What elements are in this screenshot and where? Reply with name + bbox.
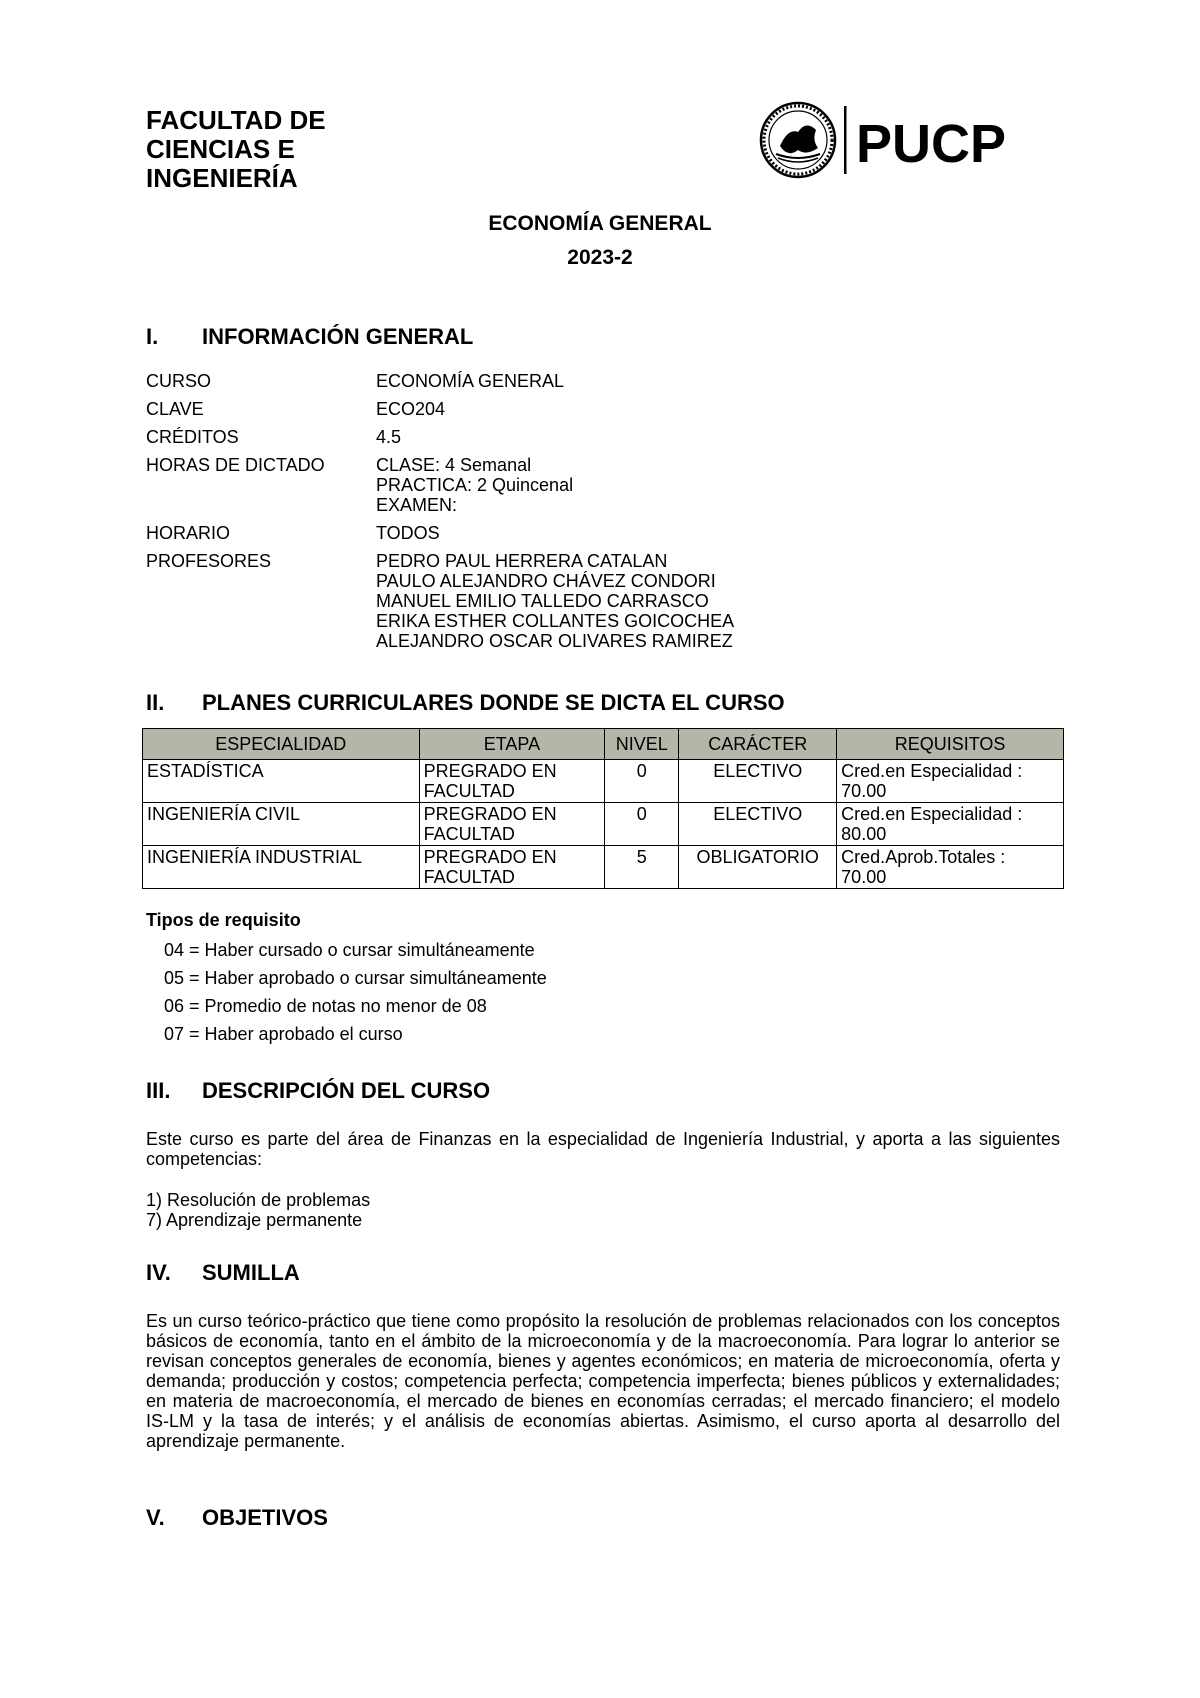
professor-name: PAULO ALEJANDRO CHÁVEZ CONDORI xyxy=(376,571,716,591)
info-label: PROFESORES xyxy=(146,551,272,571)
info-value: TODOS xyxy=(376,523,440,543)
cell-caracter: ELECTIVO xyxy=(679,803,837,846)
column-header: ESPECIALIDAD xyxy=(143,729,420,760)
cell-caracter: ELECTIVO xyxy=(679,760,837,803)
cell-line: Cred.en Especialidad : xyxy=(841,761,1023,781)
cell-line: 70.00 xyxy=(841,867,887,887)
section-title: INFORMACIÓN GENERAL xyxy=(202,324,474,349)
column-header: CARÁCTER xyxy=(679,729,837,760)
info-label: CURSO xyxy=(146,371,212,391)
info-label: HORAS DE DICTADO xyxy=(146,455,325,475)
table-header-row xyxy=(143,729,1064,760)
info-value: CLASE: 4 Semanal xyxy=(376,455,532,475)
info-value: EXAMEN: xyxy=(376,495,458,515)
info-value: 4.5 xyxy=(376,427,402,447)
section-title: SUMILLA xyxy=(202,1260,300,1285)
section-number: III. xyxy=(146,1078,171,1103)
description-paragraph: Este curso es parte del área de Finanzas en la especialidad de Ingeniería Industrial, y aporta a las siguientes competencias: xyxy=(146,1129,1060,1169)
table-row xyxy=(143,846,1064,889)
cell-line: FACULTAD xyxy=(423,867,515,887)
section-number: V. xyxy=(146,1505,165,1530)
cell-etapa xyxy=(419,803,605,846)
section-number: II. xyxy=(146,690,165,715)
cell-requisitos xyxy=(837,760,1064,803)
column-header: REQUISITOS xyxy=(837,729,1064,760)
requirement-types-title: Tipos de requisito xyxy=(146,910,301,930)
professor-name: MANUEL EMILIO TALLEDO CARRASCO xyxy=(376,591,709,611)
cell-line: 80.00 xyxy=(841,824,887,844)
competencies-list xyxy=(146,1190,370,1230)
info-value: PRACTICA: 2 Quincenal xyxy=(376,475,574,495)
info-value: ECO204 xyxy=(376,399,446,419)
cell-requisitos xyxy=(837,803,1064,846)
list-item: 05 = Haber aprobado o cursar simultáneamente xyxy=(164,968,547,988)
professor-name: ERIKA ESTHER COLLANTES GOICOCHEA xyxy=(376,611,735,631)
cell-nivel: 0 xyxy=(605,803,679,846)
cell-line: FACULTAD xyxy=(423,824,515,844)
curricular-plans-table xyxy=(142,728,1064,889)
section-title: OBJETIVOS xyxy=(202,1505,328,1530)
list-item: 7) Aprendizaje permanente xyxy=(146,1210,363,1230)
cell-line: Cred.Aprob.Totales : xyxy=(841,847,1006,867)
course-title: ECONOMÍA GENERAL xyxy=(488,212,712,235)
info-value-list xyxy=(376,551,734,651)
faculty-line: FACULTAD DE xyxy=(146,105,326,135)
section-number: IV. xyxy=(146,1260,171,1285)
list-item: 1) Resolución de problemas xyxy=(146,1190,371,1210)
column-header: NIVEL xyxy=(605,729,679,760)
section-heading-objetivos xyxy=(146,1505,328,1531)
cell-especialidad: INGENIERÍA INDUSTRIAL xyxy=(143,846,420,889)
faculty-line: CIENCIAS E xyxy=(146,134,295,164)
cell-etapa xyxy=(419,760,605,803)
faculty-name xyxy=(146,106,326,193)
cell-requisitos xyxy=(837,846,1064,889)
cell-line: PREGRADO EN xyxy=(423,847,557,867)
sumilla-paragraph: Es un curso teórico-práctico que tiene como propósito la resolución de problemas relacionados con los conceptos básicos de economía, tanto en el ámbito de la microeconomía y de la macroeconomía. Para lograr lo anterior se revisan conceptos generales de economía, bienes y agentes económicos; en materia de microeconomía, oferta y demanda; producción y costos; competencia perfecta; competencia imperfecta; bienes públicos y externalidades; en materia de macroeconomía, el mercado de bienes en economías cerradas; el mercado financiero; el modelo IS-LM y la tasa de interés; y el análisis de economías abiertas. Asimismo, el curso aporta al desarrollo del aprendizaje permanente. xyxy=(146,1311,1060,1451)
cell-line: FACULTAD xyxy=(423,781,515,801)
pucp-wordmark: PUCP xyxy=(856,114,1007,174)
cell-nivel: 0 xyxy=(605,760,679,803)
table-row xyxy=(143,803,1064,846)
info-label: CLAVE xyxy=(146,399,204,419)
table-row xyxy=(143,760,1064,803)
info-label: HORARIO xyxy=(146,523,231,543)
cell-nivel: 5 xyxy=(605,846,679,889)
section-heading-planes xyxy=(146,690,785,716)
section-heading-sumilla xyxy=(146,1260,300,1286)
cell-especialidad: INGENIERÍA CIVIL xyxy=(143,803,420,846)
pucp-logo xyxy=(758,100,1018,180)
column-header: ETAPA xyxy=(419,729,605,760)
professor-name: ALEJANDRO OSCAR OLIVARES RAMIREZ xyxy=(376,631,733,651)
cell-line: PREGRADO EN xyxy=(423,804,557,824)
section-title: DESCRIPCIÓN DEL CURSO xyxy=(202,1078,491,1103)
list-item: 06 = Promedio de notas no menor de 08 xyxy=(164,996,487,1016)
section-title: PLANES CURRICULARES DONDE SE DICTA EL CURSO xyxy=(202,690,785,715)
cell-line: Cred.en Especialidad : xyxy=(841,804,1023,824)
cell-line: PREGRADO EN xyxy=(423,761,557,781)
section-heading-descripcion xyxy=(146,1078,490,1104)
list-item: 04 = Haber cursado o cursar simultáneamente xyxy=(164,940,535,960)
cell-etapa xyxy=(419,846,605,889)
info-label: CRÉDITOS xyxy=(146,427,239,447)
course-term: 2023-2 xyxy=(567,246,633,269)
cell-especialidad: ESTADÍSTICA xyxy=(143,760,420,803)
professor-name: PEDRO PAUL HERRERA CATALAN xyxy=(376,551,668,571)
cell-caracter: OBLIGATORIO xyxy=(679,846,837,889)
section-heading-informacion xyxy=(146,324,473,350)
info-value: ECONOMÍA GENERAL xyxy=(376,371,565,391)
list-item: 07 = Haber aprobado el curso xyxy=(164,1024,403,1044)
section-number: I. xyxy=(146,324,159,349)
requirement-types-list xyxy=(164,936,547,1048)
faculty-line: INGENIERÍA xyxy=(146,163,298,193)
info-value-list xyxy=(376,455,573,515)
pucp-seal-icon xyxy=(761,103,835,177)
cell-line: 70.00 xyxy=(841,781,887,801)
